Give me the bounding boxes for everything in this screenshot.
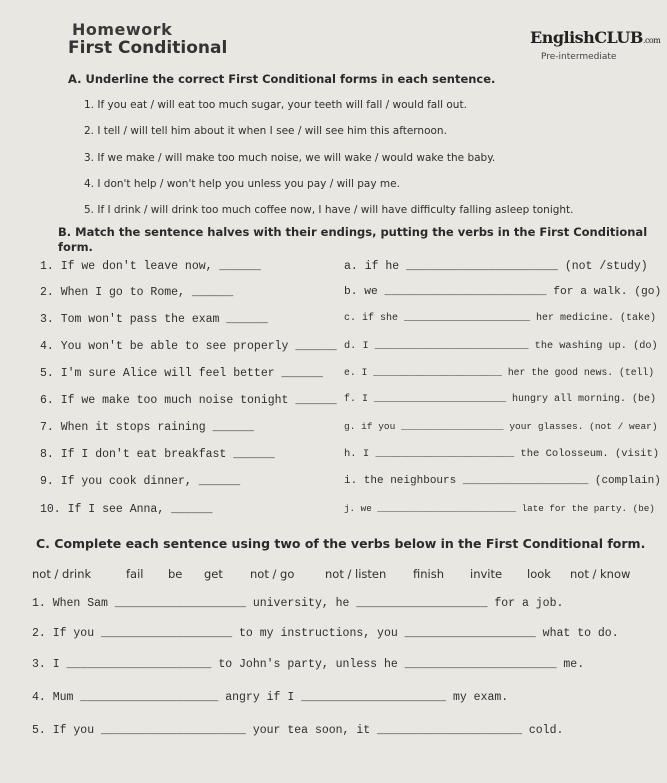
section-a-item: 3. If we make / will make too much noise, we will wake / would wake the baby. <box>84 152 496 164</box>
section-b-heading-cont: form. <box>58 240 93 254</box>
section-c-item: 1. When Sam ___________________ university, he ___________________ for a job. <box>32 597 564 610</box>
section-c-item: 2. If you ___________________ to my instructions, you ___________________ what to do. <box>32 627 619 640</box>
englishclub-logo <box>530 28 660 47</box>
match-right-item: a. if he ______________________ (not /study) <box>344 260 648 273</box>
match-right-item: f. I ______________________ hungry all morning. (be) <box>344 394 657 405</box>
logo-suffix: .com <box>642 36 661 45</box>
match-left-item: 7. When it stops raining ______ <box>40 421 254 434</box>
match-right-item: d. I _________________________ the washing up. (do) <box>344 340 658 352</box>
verb-bank-item: not / drink <box>32 567 92 581</box>
verb-bank-item: get <box>204 567 223 581</box>
verb-bank-item: not / listen <box>325 567 387 581</box>
match-left-item: 10. If I see Anna, ______ <box>40 503 213 516</box>
page-title: First Conditional <box>68 38 228 58</box>
verb-bank-item: invite <box>470 567 503 581</box>
section-a-item: 4. I don't help / won't help you unless you pay / will pay me. <box>84 178 400 190</box>
verb-bank-item: not / know <box>570 567 631 581</box>
verb-bank-item: look <box>527 567 551 581</box>
section-a-heading: A. Underline the correct First Conditional forms in each sentence. <box>68 72 496 86</box>
homework-label: Homework <box>72 20 173 39</box>
match-right-item: h. I ______________________ the Colosseum. (visit) <box>344 448 660 460</box>
section-c-item: 5. If you _____________________ your tea soon, it _____________________ cold. <box>32 724 564 737</box>
logo-text: EnglishCLUB <box>530 28 643 47</box>
verb-bank-item: not / go <box>250 567 295 581</box>
match-left-item: 1. If we don't leave now, ______ <box>40 260 261 273</box>
verb-bank-item: fail <box>126 567 144 581</box>
section-c-item: 3. I _____________________ to John's party, unless he ______________________ me. <box>32 658 585 671</box>
verb-bank-item: finish <box>413 567 445 581</box>
match-right-item: c. if she _____________________ her medicine. (take) <box>344 313 657 324</box>
section-a-item: 2. I tell / will tell him about it when I see / will see him this afternoon. <box>84 125 447 137</box>
section-b-heading: B. Match the sentence halves with their endings, putting the verbs in the First Conditional <box>58 225 648 239</box>
match-right-item: j. we _________________________ late for the party. (be) <box>344 503 655 514</box>
level-label: Pre-intermediate <box>541 52 617 62</box>
section-c-item: 4. Mum ____________________ angry if I _____________________ my exam. <box>32 691 509 704</box>
section-a-item: 5. If I drink / will drink too much coffee now, I have / will have difficulty falling asleep tonight. <box>84 204 574 216</box>
section-c-heading: C. Complete each sentence using two of the verbs below in the First Conditional form. <box>36 536 646 551</box>
match-left-item: 9. If you cook dinner, ______ <box>40 475 241 488</box>
match-left-item: 5. I'm sure Alice will feel better ______ <box>40 367 323 380</box>
match-right-item: e. I ______________________ her the good news. (tell) <box>344 367 655 378</box>
match-right-item: b. we ________________________ for a walk. (go) <box>344 286 662 298</box>
match-left-item: 8. If I don't eat breakfast ______ <box>40 448 275 461</box>
match-left-item: 2. When I go to Rome, ______ <box>40 286 234 299</box>
match-left-item: 3. Tom won't pass the exam ______ <box>40 313 268 326</box>
verb-bank-item: be <box>168 567 183 581</box>
match-left-item: 6. If we make too much noise tonight ______ <box>40 394 337 407</box>
match-right-item: i. the neighbours ___________________ (complain) <box>344 475 661 487</box>
section-a-item: 1. If you eat / will eat too much sugar, your teeth will fall / would fall out. <box>84 99 467 111</box>
match-right-item: g. if you __________________ your glasses. (not / wear) <box>344 421 658 432</box>
match-left-item: 4. You won't be able to see properly ______ <box>40 340 337 353</box>
